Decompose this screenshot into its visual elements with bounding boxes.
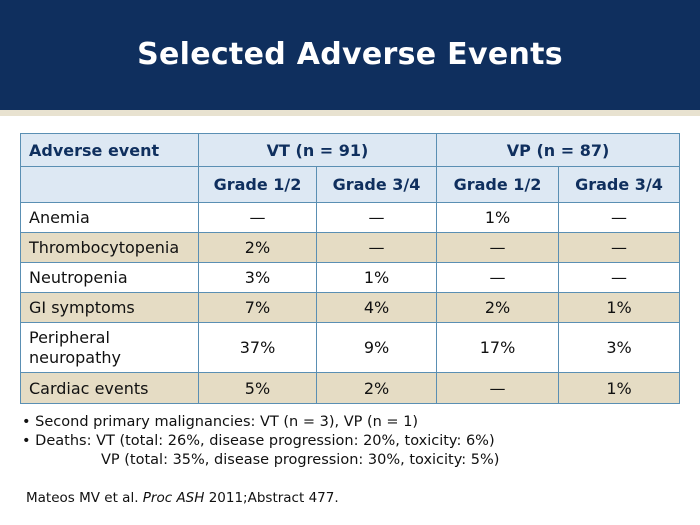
citation-authors: Mateos MV et al. (26, 490, 143, 506)
table-subheader-row (21, 167, 680, 203)
bullet-glyph: • (22, 414, 36, 430)
table-header-row (21, 134, 680, 167)
subheader-vp-grade12: Grade 1/2 (437, 167, 559, 203)
cell-vt-grade12: — (199, 203, 317, 233)
adverse-events-table (20, 133, 680, 404)
cell-vt-grade34: 2% (317, 373, 437, 404)
row-label: Thrombocytopenia (21, 233, 199, 263)
citation-details: 2011;Abstract 477. (204, 490, 339, 506)
bullet-glyph: • (22, 433, 36, 449)
cell-vt-grade34: 9% (317, 323, 437, 373)
header-divider-band (0, 110, 700, 116)
cell-vt-grade34: — (317, 233, 437, 263)
cell-vt-grade12: 5% (199, 373, 317, 404)
footnotes (22, 413, 499, 470)
table-row (21, 323, 680, 373)
row-label: Cardiac events (21, 373, 199, 404)
bullet-item (22, 432, 499, 451)
cell-vt-grade34: 1% (317, 263, 437, 293)
cell-vt-grade12: 7% (199, 293, 317, 323)
table-row (21, 203, 680, 233)
row-label-line2: neuropathy (29, 347, 121, 367)
citation-journal: Proc ASH (142, 490, 205, 506)
table-row (21, 293, 680, 323)
bullet-continuation: VP (total: 35%, disease progression: 30%, toxicity: 5%) (101, 452, 500, 468)
cell-vt-grade34: — (317, 203, 437, 233)
group-header-vt: VT (n = 91) (199, 134, 437, 167)
column-header-adverse-event: Adverse event (21, 134, 199, 167)
cell-vp-grade34: — (559, 233, 680, 263)
row-label-line1: Peripheral (29, 327, 110, 347)
subheader-vp-grade34: Grade 3/4 (559, 167, 680, 203)
table-row (21, 233, 680, 263)
cell-vp-grade34: 3% (559, 323, 680, 373)
cell-vp-grade12: 17% (437, 323, 559, 373)
bullet-text: Deaths: VT (total: 26%, disease progression: 20%, toxicity: 6%) (35, 433, 495, 449)
group-header-vp: VP (n = 87) (437, 134, 680, 167)
row-label: Neutropenia (21, 263, 199, 293)
cell-vp-grade34: — (559, 263, 680, 293)
cell-vp-grade12: 1% (437, 203, 559, 233)
cell-vp-grade34: 1% (559, 373, 680, 404)
cell-vp-grade34: 1% (559, 293, 680, 323)
cell-vp-grade12: 2% (437, 293, 559, 323)
row-label (21, 323, 199, 373)
bullet-text: Second primary malignancies: VT (n = 3), VP (n = 1) (35, 414, 419, 430)
row-label: Anemia (21, 203, 199, 233)
cell-vp-grade34: — (559, 203, 680, 233)
subheader-vt-grade12: Grade 1/2 (199, 167, 317, 203)
cell-vp-grade12: — (437, 373, 559, 404)
slide-title: Selected Adverse Events (137, 37, 563, 72)
bullet-item (22, 413, 499, 432)
cell-vt-grade12: 2% (199, 233, 317, 263)
row-label: GI symptoms (21, 293, 199, 323)
table-row (21, 263, 680, 293)
cell-vt-grade12: 37% (199, 323, 317, 373)
table-row (21, 373, 680, 404)
cell-vt-grade12: 3% (199, 263, 317, 293)
cell-vt-grade34: 4% (317, 293, 437, 323)
citation (26, 490, 339, 506)
subheader-vt-grade34: Grade 3/4 (317, 167, 437, 203)
cell-vp-grade12: — (437, 263, 559, 293)
cell-vp-grade12: — (437, 233, 559, 263)
subheader-empty-cell (21, 167, 199, 203)
